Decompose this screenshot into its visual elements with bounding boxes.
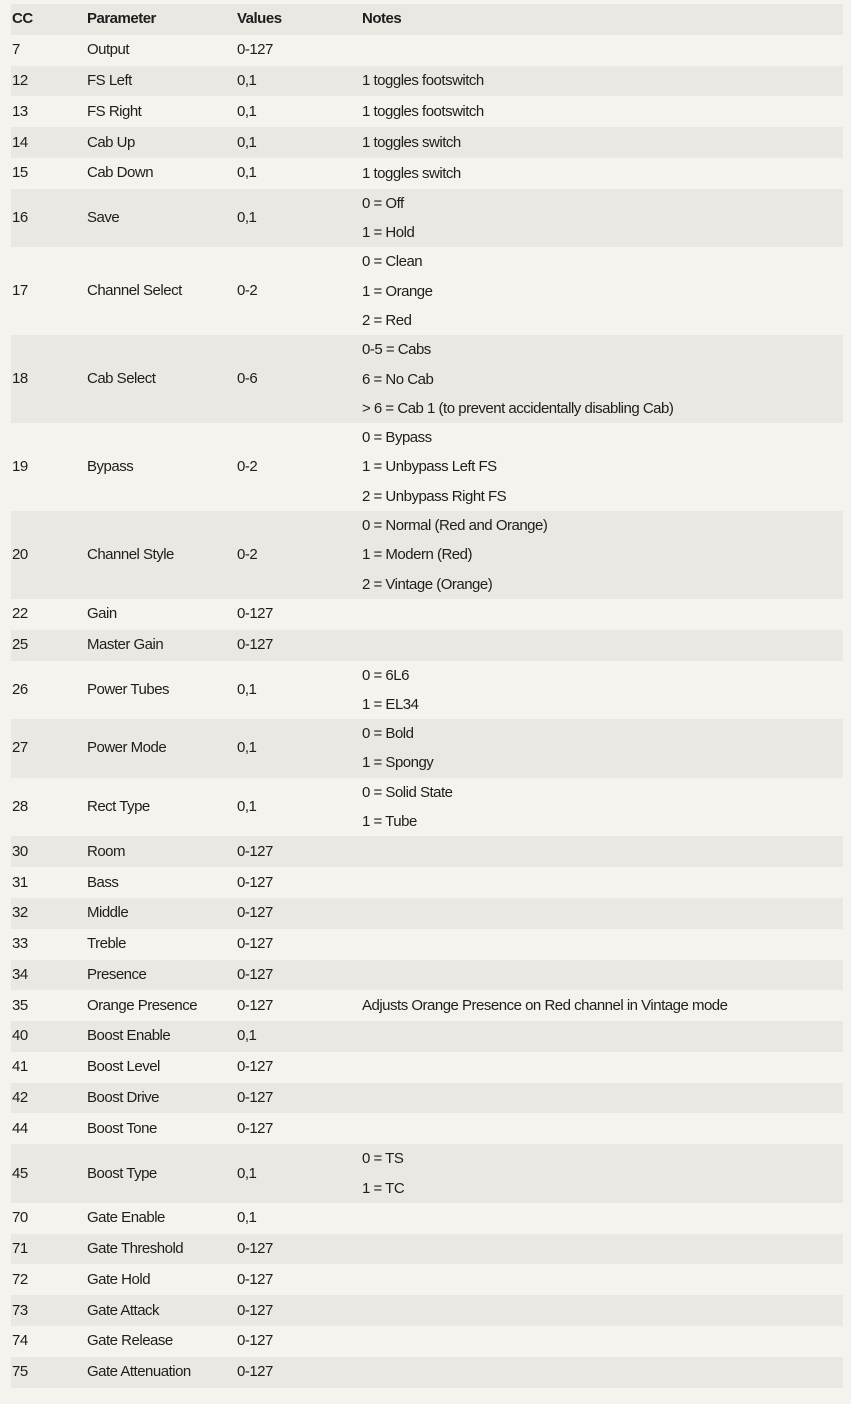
table-row bbox=[11, 511, 843, 599]
note-line: 2 = Vintage (Orange) bbox=[362, 575, 493, 593]
note-line: 1 = Hold bbox=[362, 224, 415, 242]
cell-cc: 33 bbox=[11, 929, 87, 960]
cell-notes bbox=[362, 1264, 843, 1295]
note-line: 1 toggles footswitch bbox=[362, 72, 484, 90]
cell-parameter: FS Right bbox=[87, 96, 237, 127]
cell-values: 0-2 bbox=[237, 423, 362, 511]
cell-notes bbox=[362, 1144, 843, 1203]
cell-cc: 13 bbox=[11, 96, 87, 127]
header-row bbox=[11, 4, 843, 35]
cell-notes bbox=[362, 1021, 843, 1052]
cell-cc: 71 bbox=[11, 1234, 87, 1265]
note-line: 0 = Bold bbox=[362, 725, 414, 743]
cell-cc: 40 bbox=[11, 1021, 87, 1052]
cell-cc: 27 bbox=[11, 719, 87, 778]
cell-notes bbox=[362, 1113, 843, 1144]
cell-parameter: Presence bbox=[87, 960, 237, 991]
cell-values: 0,1 bbox=[237, 158, 362, 189]
note-line: 0 = 6L6 bbox=[362, 666, 409, 684]
cell-parameter: Gate Attack bbox=[87, 1295, 237, 1326]
note-line: 2 = Unbypass Right FS bbox=[362, 487, 507, 505]
header-notes: Notes bbox=[362, 4, 843, 35]
cell-cc: 41 bbox=[11, 1052, 87, 1083]
cell-values: 0-127 bbox=[237, 960, 362, 991]
cell-parameter: Gain bbox=[87, 599, 237, 630]
note-line: 1 = Spongy bbox=[362, 754, 434, 772]
cell-notes bbox=[362, 35, 843, 66]
table-row bbox=[11, 1357, 843, 1388]
cell-parameter: Room bbox=[87, 836, 237, 867]
cell-parameter: Channel Select bbox=[87, 247, 237, 335]
table-row bbox=[11, 1326, 843, 1357]
table-row bbox=[11, 96, 843, 127]
cell-cc: 35 bbox=[11, 990, 87, 1021]
cell-cc: 42 bbox=[11, 1083, 87, 1114]
cell-parameter: Gate Enable bbox=[87, 1203, 237, 1234]
cell-cc: 34 bbox=[11, 960, 87, 991]
cell-parameter: Rect Type bbox=[87, 778, 237, 837]
cell-notes bbox=[362, 158, 843, 189]
cell-values: 0-127 bbox=[237, 867, 362, 898]
table-row bbox=[11, 929, 843, 960]
cell-parameter: Channel Style bbox=[87, 511, 237, 599]
note-line: 1 toggles switch bbox=[362, 164, 461, 182]
cell-notes bbox=[362, 1295, 843, 1326]
note-line: 0 = Off bbox=[362, 194, 404, 212]
cell-values: 0,1 bbox=[237, 189, 362, 248]
cell-values: 0-6 bbox=[237, 335, 362, 423]
cell-values: 0-127 bbox=[237, 836, 362, 867]
cell-values: 0-2 bbox=[237, 247, 362, 335]
table-row bbox=[11, 1113, 843, 1144]
table-row bbox=[11, 247, 843, 335]
cell-cc: 16 bbox=[11, 189, 87, 248]
cell-parameter: Orange Presence bbox=[87, 990, 237, 1021]
cell-cc: 15 bbox=[11, 158, 87, 189]
cell-cc: 45 bbox=[11, 1144, 87, 1203]
cell-cc: 22 bbox=[11, 599, 87, 630]
cell-values: 0-127 bbox=[237, 1083, 362, 1114]
cell-notes bbox=[362, 1203, 843, 1234]
cell-parameter: Output bbox=[87, 35, 237, 66]
cell-cc: 14 bbox=[11, 127, 87, 158]
note-line: 1 = Modern (Red) bbox=[362, 546, 472, 564]
table-row bbox=[11, 990, 843, 1021]
note-line: 0 = Clean bbox=[362, 253, 423, 271]
cell-notes bbox=[362, 1234, 843, 1265]
cell-notes bbox=[362, 929, 843, 960]
cell-parameter: Middle bbox=[87, 898, 237, 929]
cell-cc: 25 bbox=[11, 630, 87, 661]
table-row bbox=[11, 35, 843, 66]
cell-values: 0-127 bbox=[237, 599, 362, 630]
cell-notes bbox=[362, 247, 843, 335]
cell-parameter: Cab Up bbox=[87, 127, 237, 158]
cell-parameter: Bass bbox=[87, 867, 237, 898]
cell-values: 0,1 bbox=[237, 1021, 362, 1052]
table-row bbox=[11, 1021, 843, 1052]
cell-notes bbox=[362, 836, 843, 867]
cell-parameter: Boost Tone bbox=[87, 1113, 237, 1144]
table-row bbox=[11, 1144, 843, 1203]
cell-cc: 18 bbox=[11, 335, 87, 423]
table-row bbox=[11, 66, 843, 97]
header-values: Values bbox=[237, 4, 362, 35]
cell-cc: 75 bbox=[11, 1357, 87, 1388]
cell-notes bbox=[362, 511, 843, 599]
cell-parameter: Master Gain bbox=[87, 630, 237, 661]
cell-parameter: Boost Enable bbox=[87, 1021, 237, 1052]
note-line: > 6 = Cab 1 (to prevent accidentally disabling Cab) bbox=[362, 399, 674, 417]
cell-notes bbox=[362, 960, 843, 991]
note-line: 1 = Unbypass Left FS bbox=[362, 458, 497, 476]
table-row bbox=[11, 630, 843, 661]
table-row bbox=[11, 189, 843, 248]
table-row bbox=[11, 1203, 843, 1234]
cell-parameter: Gate Hold bbox=[87, 1264, 237, 1295]
cell-cc: 32 bbox=[11, 898, 87, 929]
cell-notes bbox=[362, 1357, 843, 1388]
cell-notes bbox=[362, 423, 843, 511]
cell-cc: 72 bbox=[11, 1264, 87, 1295]
table-row bbox=[11, 836, 843, 867]
cell-parameter: Boost Drive bbox=[87, 1083, 237, 1114]
header-parameter: Parameter bbox=[87, 4, 237, 35]
note-line: 1 = Tube bbox=[362, 813, 417, 831]
table-row bbox=[11, 661, 843, 720]
cell-values: 0-127 bbox=[237, 1052, 362, 1083]
cell-notes bbox=[362, 1326, 843, 1357]
note-line: 1 = Orange bbox=[362, 282, 433, 300]
cell-parameter: Cab Down bbox=[87, 158, 237, 189]
cell-parameter: Bypass bbox=[87, 423, 237, 511]
table-row bbox=[11, 158, 843, 189]
cell-parameter: Cab Select bbox=[87, 335, 237, 423]
cell-cc: 30 bbox=[11, 836, 87, 867]
cell-cc: 20 bbox=[11, 511, 87, 599]
table-row bbox=[11, 960, 843, 991]
cell-notes bbox=[362, 630, 843, 661]
table-row bbox=[11, 599, 843, 630]
cell-notes bbox=[362, 599, 843, 630]
note-line: 0 = TS bbox=[362, 1150, 404, 1168]
cell-values: 0-127 bbox=[237, 1264, 362, 1295]
cell-values: 0-127 bbox=[237, 990, 362, 1021]
cell-values: 0,1 bbox=[237, 778, 362, 837]
cell-parameter: Boost Type bbox=[87, 1144, 237, 1203]
table-row bbox=[11, 1052, 843, 1083]
note-line: 1 = TC bbox=[362, 1179, 405, 1197]
header-cc: CC bbox=[11, 4, 87, 35]
cell-values: 0,1 bbox=[237, 96, 362, 127]
note-line: 1 toggles footswitch bbox=[362, 103, 484, 121]
cell-values: 0-127 bbox=[237, 929, 362, 960]
cell-parameter: Save bbox=[87, 189, 237, 248]
cell-values: 0-127 bbox=[237, 35, 362, 66]
cell-values: 0-127 bbox=[237, 1357, 362, 1388]
table-header bbox=[11, 4, 843, 35]
cell-notes bbox=[362, 66, 843, 97]
cell-cc: 44 bbox=[11, 1113, 87, 1144]
cell-values: 0-127 bbox=[237, 1295, 362, 1326]
note-line: 0-5 = Cabs bbox=[362, 341, 431, 359]
note-line: 0 = Normal (Red and Orange) bbox=[362, 517, 548, 535]
cell-cc: 19 bbox=[11, 423, 87, 511]
cell-parameter: Gate Attenuation bbox=[87, 1357, 237, 1388]
cell-notes bbox=[362, 990, 843, 1021]
cell-cc: 17 bbox=[11, 247, 87, 335]
cell-notes bbox=[362, 778, 843, 837]
note-line: 1 = EL34 bbox=[362, 695, 419, 713]
table-row bbox=[11, 423, 843, 511]
table-row bbox=[11, 1264, 843, 1295]
note-line: 6 = No Cab bbox=[362, 370, 434, 388]
cell-cc: 73 bbox=[11, 1295, 87, 1326]
cell-notes bbox=[362, 1052, 843, 1083]
table-body bbox=[11, 35, 843, 1388]
note-line: Adjusts Orange Presence on Red channel in Vintage mode bbox=[362, 997, 728, 1015]
cell-parameter: Power Mode bbox=[87, 719, 237, 778]
table-row bbox=[11, 867, 843, 898]
cell-values: 0,1 bbox=[237, 661, 362, 720]
cell-cc: 31 bbox=[11, 867, 87, 898]
note-line: 2 = Red bbox=[362, 311, 412, 329]
cell-notes bbox=[362, 1083, 843, 1114]
cell-notes bbox=[362, 898, 843, 929]
cell-parameter: FS Left bbox=[87, 66, 237, 97]
table-row bbox=[11, 127, 843, 158]
midi-cc-table bbox=[11, 4, 843, 1388]
cell-values: 0,1 bbox=[237, 1203, 362, 1234]
table-row bbox=[11, 778, 843, 837]
cell-notes bbox=[362, 719, 843, 778]
cell-notes bbox=[362, 867, 843, 898]
cell-notes bbox=[362, 127, 843, 158]
cell-cc: 28 bbox=[11, 778, 87, 837]
cell-values: 0,1 bbox=[237, 1144, 362, 1203]
cell-values: 0,1 bbox=[237, 127, 362, 158]
cell-values: 0-127 bbox=[237, 630, 362, 661]
cell-values: 0-127 bbox=[237, 1326, 362, 1357]
cell-notes bbox=[362, 335, 843, 423]
cell-cc: 7 bbox=[11, 35, 87, 66]
cell-values: 0-127 bbox=[237, 1234, 362, 1265]
cell-parameter: Gate Threshold bbox=[87, 1234, 237, 1265]
note-line: 1 toggles switch bbox=[362, 133, 461, 151]
note-line: 0 = Bypass bbox=[362, 429, 432, 447]
cell-values: 0-127 bbox=[237, 898, 362, 929]
table-row bbox=[11, 898, 843, 929]
cell-values: 0-2 bbox=[237, 511, 362, 599]
cell-notes bbox=[362, 189, 843, 248]
cell-notes bbox=[362, 661, 843, 720]
midi-cc-table-container bbox=[11, 4, 843, 1388]
cell-cc: 70 bbox=[11, 1203, 87, 1234]
note-line: 0 = Solid State bbox=[362, 783, 453, 801]
cell-values: 0-127 bbox=[237, 1113, 362, 1144]
table-row bbox=[11, 1083, 843, 1114]
cell-notes bbox=[362, 96, 843, 127]
cell-values: 0,1 bbox=[237, 66, 362, 97]
cell-cc: 12 bbox=[11, 66, 87, 97]
cell-values: 0,1 bbox=[237, 719, 362, 778]
cell-parameter: Boost Level bbox=[87, 1052, 237, 1083]
cell-cc: 26 bbox=[11, 661, 87, 720]
cell-parameter: Treble bbox=[87, 929, 237, 960]
table-row bbox=[11, 1295, 843, 1326]
table-row bbox=[11, 1234, 843, 1265]
cell-parameter: Power Tubes bbox=[87, 661, 237, 720]
table-row bbox=[11, 719, 843, 778]
cell-parameter: Gate Release bbox=[87, 1326, 237, 1357]
cell-cc: 74 bbox=[11, 1326, 87, 1357]
table-row bbox=[11, 335, 843, 423]
